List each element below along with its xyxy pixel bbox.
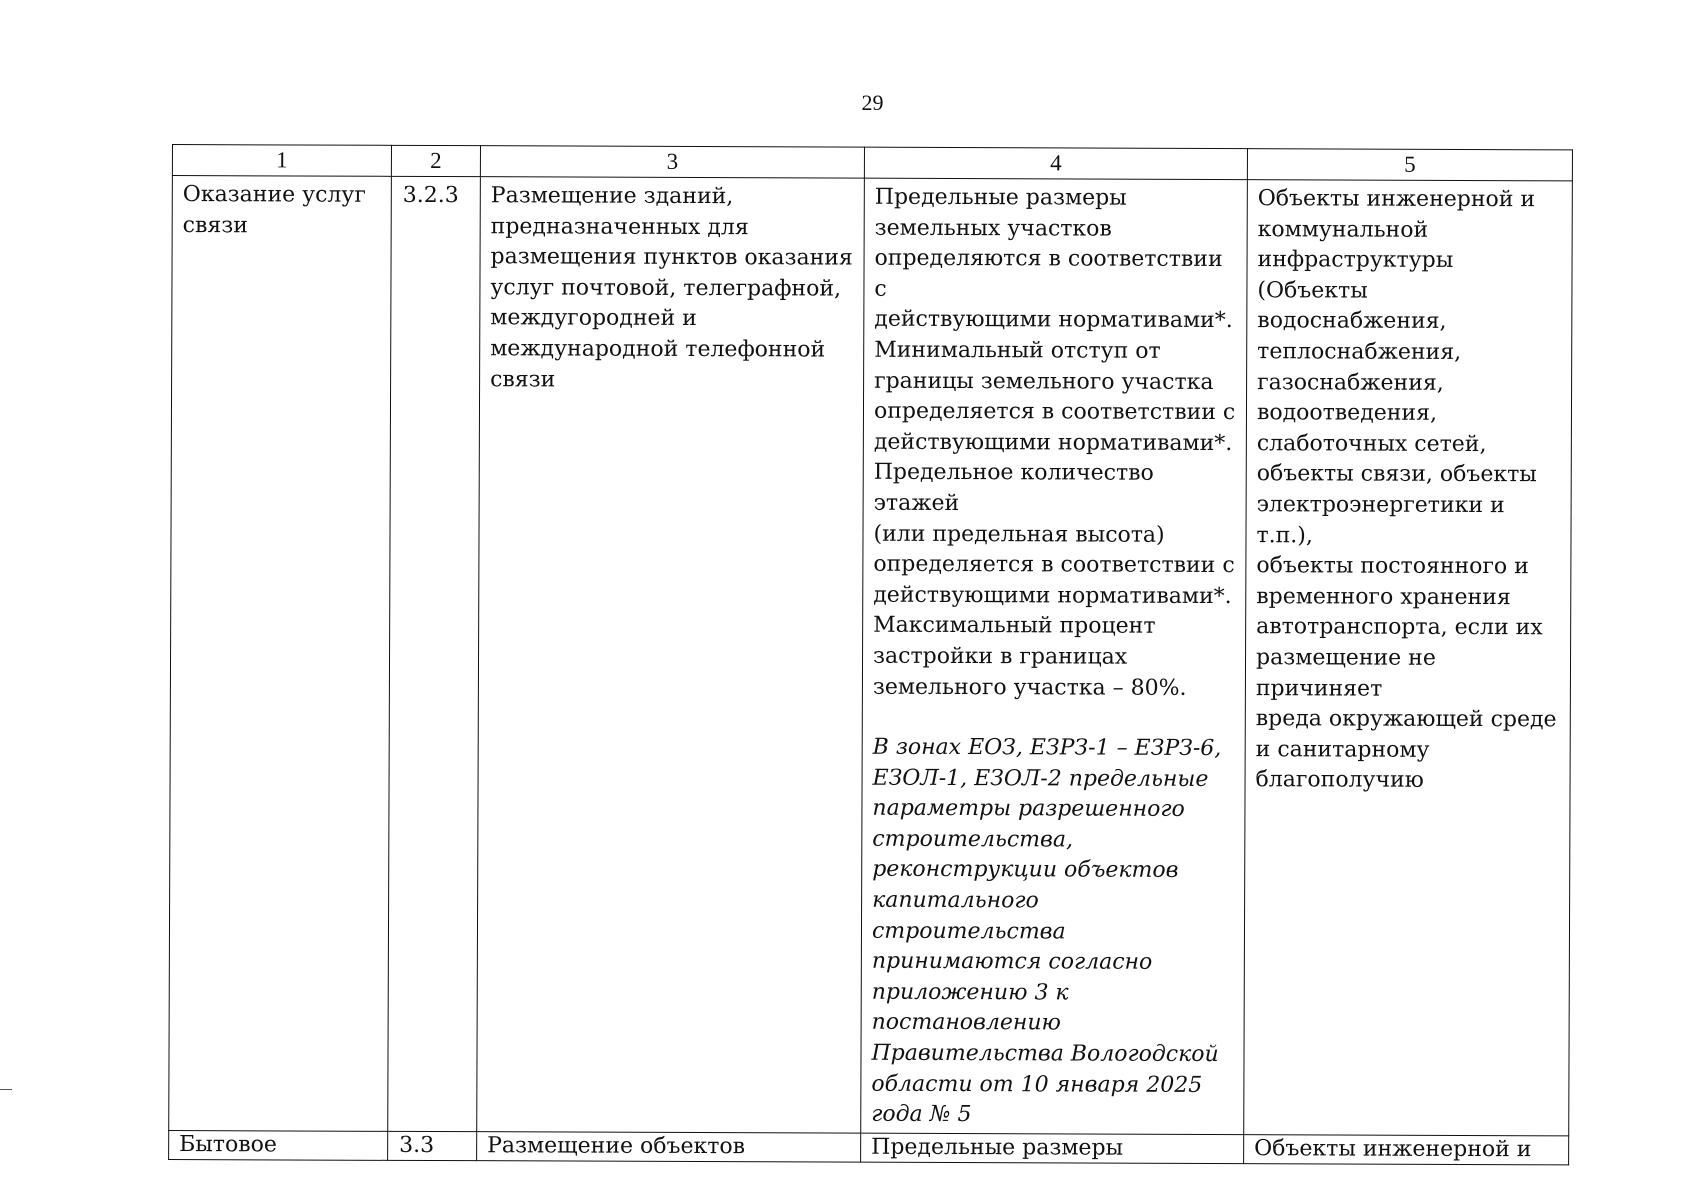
parameter-plot-size: Предельные размеры земельных участков определяются в соответствии с действующими нормативами*. — [874, 184, 1233, 334]
auxiliary-uses: Объекты инженерной и коммунальной инфраструктуры (Объекты водоснабжения, теплоснабжения, газоснабжения, водоотведения, слаботочных сетей, объекты связи, объекты электроэнергетики и т.п.), объекты постоянного и временного хранения автотранспорта, если их размещение не причиняет вреда окружающей среде и санитарному благополучию — [1244, 180, 1573, 1136]
column-header-5: 5 — [1247, 149, 1572, 181]
use-type-name: Бытовое — [169, 1130, 388, 1160]
construction-parameters: Предельные размеры — [861, 1133, 1244, 1163]
use-type-description: Размещение объектов — [477, 1131, 861, 1161]
column-header-3: 3 — [480, 146, 864, 178]
parameter-floors: Предельное количество этажей (или предельная высота) определяется в соответствии с действующими нормативами*. — [873, 460, 1235, 609]
use-type-name: Оказание услуг связи — [169, 176, 392, 1132]
page-number: 29 — [861, 90, 884, 115]
regulations-table-container — [168, 144, 1572, 1165]
parameter-setback: Минимальный отступ от границы земельного участка определяется в соответствии с действующими нормативами*. — [873, 337, 1236, 456]
scan-edge-mark — [0, 1089, 12, 1090]
use-type-code: 3.2.3 — [388, 176, 481, 1131]
column-header-4: 4 — [864, 147, 1247, 179]
construction-parameters — [861, 178, 1248, 1134]
use-type-description: Размещение зданий, предназначенных для размещения пунктов оказания услуг почтовой, телеграфной, междугородней и международной телефонной связи — [477, 177, 865, 1133]
regulations-table — [168, 144, 1573, 1165]
parameter-coverage: Максимальный процент застройки в границах земельного участка – 80%. — [872, 613, 1187, 701]
column-header-1: 1 — [172, 145, 391, 177]
zones-note: В зонах ЕОЗ, ЕЗРЗ-1 – ЕЗРЗ-6, ЕЗОЛ-1, ЕЗОЛ-2 предельные параметры разрешенного строительства, реконструкции объектов капитального строительства принимаются согласно приложению 3 к постановлению Правительства Вологодской области от 10 января 2025 года № 5 — [871, 734, 1222, 1128]
use-type-code: 3.3 — [388, 1131, 477, 1160]
column-header-2: 2 — [391, 145, 480, 176]
auxiliary-uses: Объекты инженерной и — [1244, 1134, 1569, 1164]
table-row — [169, 176, 1573, 1136]
table-row — [169, 1130, 1569, 1164]
